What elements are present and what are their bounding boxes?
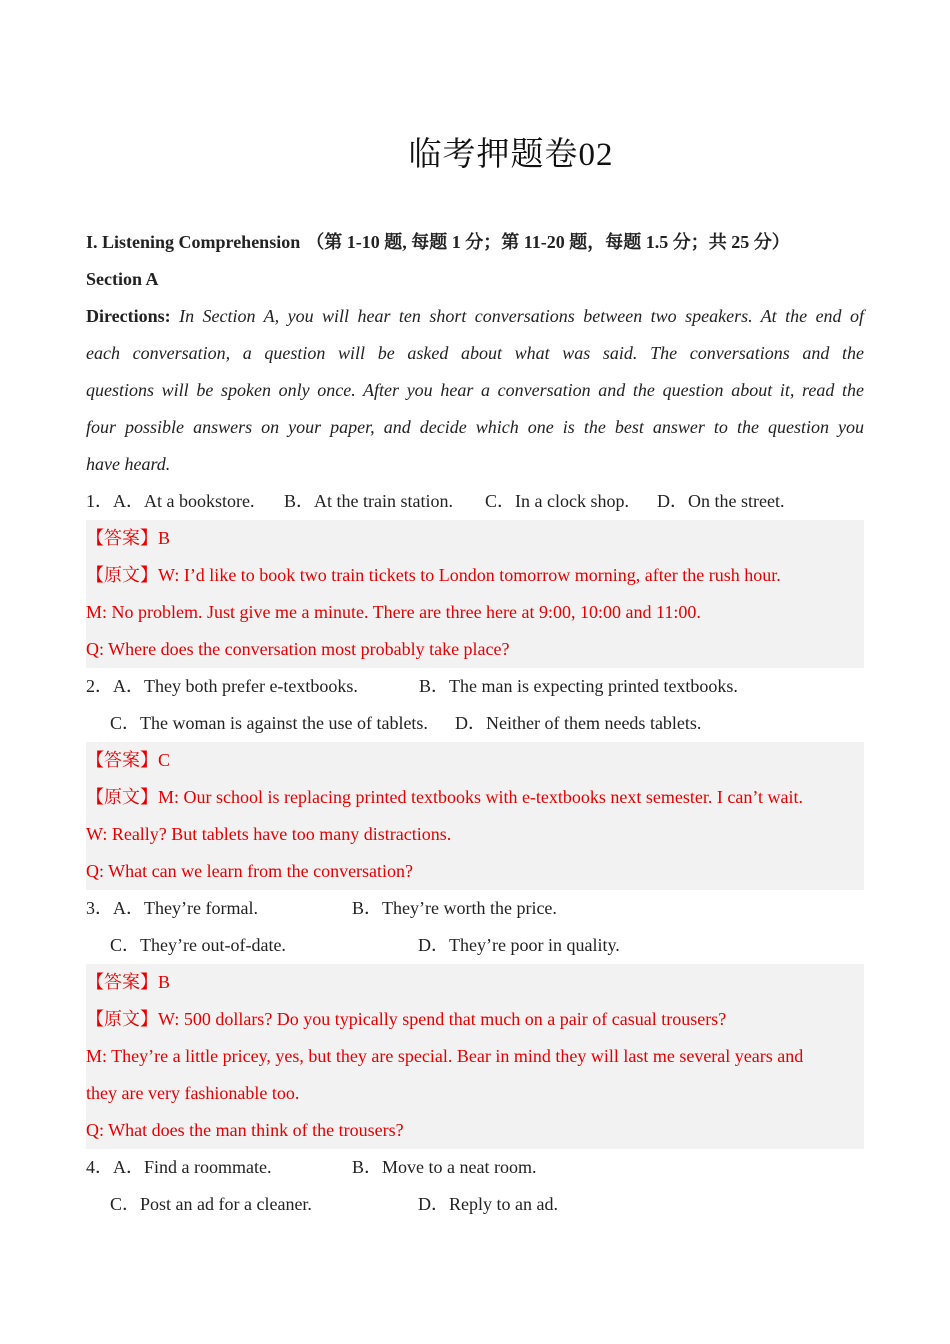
directions-line-5: have heard. — [86, 454, 171, 474]
part-heading — [86, 224, 864, 261]
option-c: C．They’re out-of-date. — [110, 935, 286, 955]
transcript-line — [86, 779, 864, 816]
question-1-options — [86, 483, 864, 520]
transcript-line — [86, 557, 864, 594]
question-2-options-row-2 — [86, 705, 864, 742]
answer-block-1 — [86, 520, 864, 668]
transcript-text: W: 500 dollars? Do you typically spend that much on a pair of casual trousers? — [158, 1009, 727, 1029]
transcript-label: 【原文】 — [86, 1009, 158, 1029]
content — [86, 224, 864, 1223]
option-a: A．They’re formal. — [113, 898, 258, 918]
part-heading-text: I. Listening Comprehension — [86, 232, 301, 252]
directions-text-1: In Section A, you will hear ten short conversations between two speakers. At the end of — [179, 306, 864, 326]
scoring-note: （第 1-10 题, 每题 1 分；第 11-20 题，每题 1.5 分；共 25 分） — [306, 232, 790, 252]
option-b: B．Move to a neat room. — [352, 1157, 537, 1177]
question-number: 2． — [86, 676, 113, 696]
question-4-options-row-2 — [86, 1186, 864, 1223]
option-a: A．Find a roommate. — [113, 1157, 272, 1177]
answer-key: 【答案】B — [86, 528, 171, 548]
question-number: 3． — [86, 898, 113, 918]
answer-key: 【答案】C — [86, 750, 171, 770]
question-number: 4． — [86, 1157, 113, 1177]
directions-line-2: each conversation, a question will be asked about what was said. The conversations and the — [86, 343, 864, 363]
transcript-question: Q: Where does the conversation most probably take place? — [86, 639, 510, 659]
option-c: C．Post an ad for a cleaner. — [110, 1194, 312, 1214]
transcript-label: 【原文】 — [86, 565, 158, 585]
title-text: 临考押题卷 — [408, 134, 579, 173]
directions-label: Directions: — [86, 306, 171, 326]
section-title: Section A — [86, 269, 159, 289]
question-3-options-row-1 — [86, 890, 864, 927]
option-a: A．They both prefer e-textbooks. — [113, 676, 358, 696]
title-number: 02 — [578, 137, 614, 173]
option-d: D．Reply to an ad. — [418, 1194, 558, 1214]
option-d: D．Neither of them needs tablets. — [455, 713, 702, 733]
transcript-line — [86, 1001, 864, 1038]
option-b: B．At the train station. — [284, 491, 453, 511]
answer-key: 【答案】B — [86, 972, 171, 992]
transcript-line: M: No problem. Just give me a minute. There are three here at 9:00, 10:00 and 11:00. — [86, 602, 701, 622]
directions-line-1 — [86, 298, 864, 335]
page-title — [0, 128, 950, 175]
option-b: B．The man is expecting printed textbooks. — [419, 676, 738, 696]
option-a: A．At a bookstore. — [113, 491, 255, 511]
option-d: D．They’re poor in quality. — [418, 935, 620, 955]
answer-block-3 — [86, 964, 864, 1149]
transcript-label: 【原文】 — [86, 787, 158, 807]
option-d: D．On the street. — [657, 491, 785, 511]
transcript-text: M: Our school is replacing printed textbooks with e-textbooks next semester. I can’t wait. — [158, 787, 804, 807]
question-3-options-row-2 — [86, 927, 864, 964]
option-c: C．The woman is against the use of tablets. — [110, 713, 428, 733]
option-c: C．In a clock shop. — [485, 491, 629, 511]
answer-block-2 — [86, 742, 864, 890]
transcript-text: W: I’d like to book two train tickets to London tomorrow morning, after the rush hour. — [158, 565, 781, 585]
question-number: 1． — [86, 491, 113, 511]
directions-line-4: four possible answers on your paper, and decide which one is the best answer to the question you — [86, 417, 864, 437]
transcript-line: they are very fashionable too. — [86, 1083, 300, 1103]
question-4-options-row-1 — [86, 1149, 864, 1186]
directions-line-3: questions will be spoken only once. After you hear a conversation and the question about it, read the — [86, 380, 864, 400]
transcript-line: M: They’re a little pricey, yes, but they are special. Bear in mind they will last me several years and — [86, 1046, 804, 1066]
option-b: B．They’re worth the price. — [352, 898, 557, 918]
question-2-options-row-1 — [86, 668, 864, 705]
transcript-question: Q: What can we learn from the conversation? — [86, 861, 414, 881]
transcript-question: Q: What does the man think of the trousers? — [86, 1120, 404, 1140]
transcript-line: W: Really? But tablets have too many distractions. — [86, 824, 452, 844]
